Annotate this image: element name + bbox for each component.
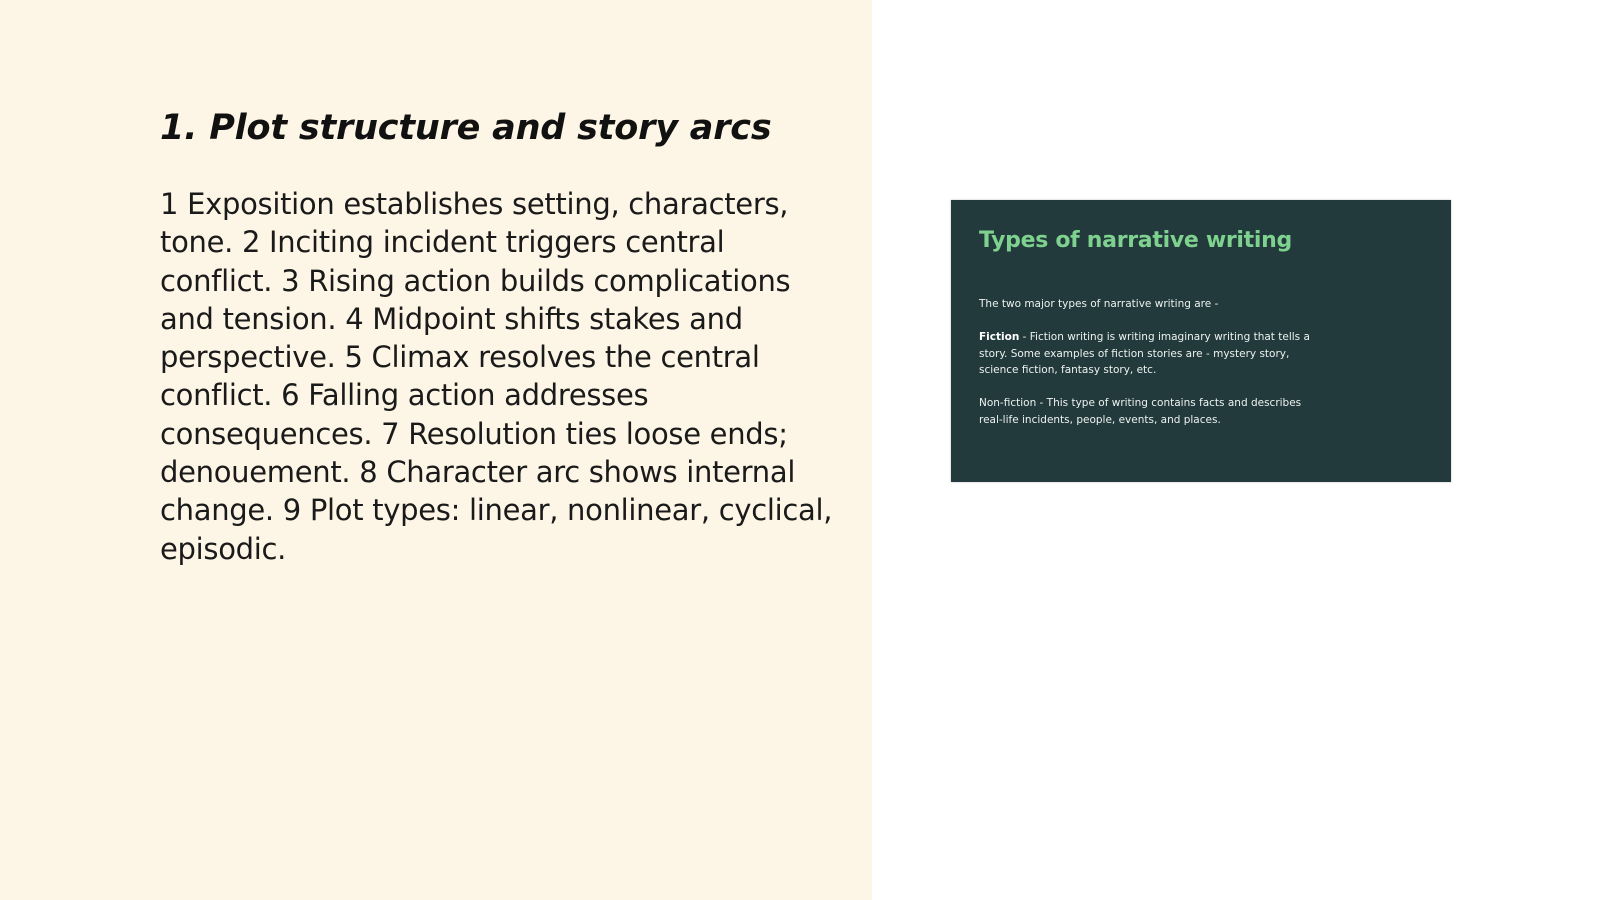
- image-card-fiction-paragraph: [979, 329, 1319, 379]
- slide-body-text: 1 Exposition establishes setting, characters, tone. 2 Inciting incident triggers central conflict. 3 Rising action builds complications and tension. 4 Midpoint shifts stakes and perspective. 5 Climax resolves the central conflict. 6 Falling action addresses consequences. 7 Resolution ties loose ends; denouement. 8 Character arc shows internal change. 9 Plot types: linear, nonlinear, cyclical, episodic.: [160, 187, 833, 566]
- image-card-intro: The two major types of narrative writing are -: [979, 298, 1219, 310]
- embedded-slide-image: [951, 200, 1451, 482]
- image-card-fiction-text: - Fiction writing is writing imaginary writing that tells a story. Some examples of fiction stories are - mystery story, science fiction, fantasy story, etc.: [979, 331, 1310, 376]
- image-card-title: Types of narrative writing: [979, 228, 1292, 253]
- image-card-fiction-term: Fiction: [979, 331, 1020, 343]
- slide-title: 1. Plot structure and story arcs: [160, 108, 772, 148]
- image-card-nonfiction-paragraph: Non-fiction - This type of writing contains facts and describes real-life incidents, people, events, and places.: [979, 397, 1302, 426]
